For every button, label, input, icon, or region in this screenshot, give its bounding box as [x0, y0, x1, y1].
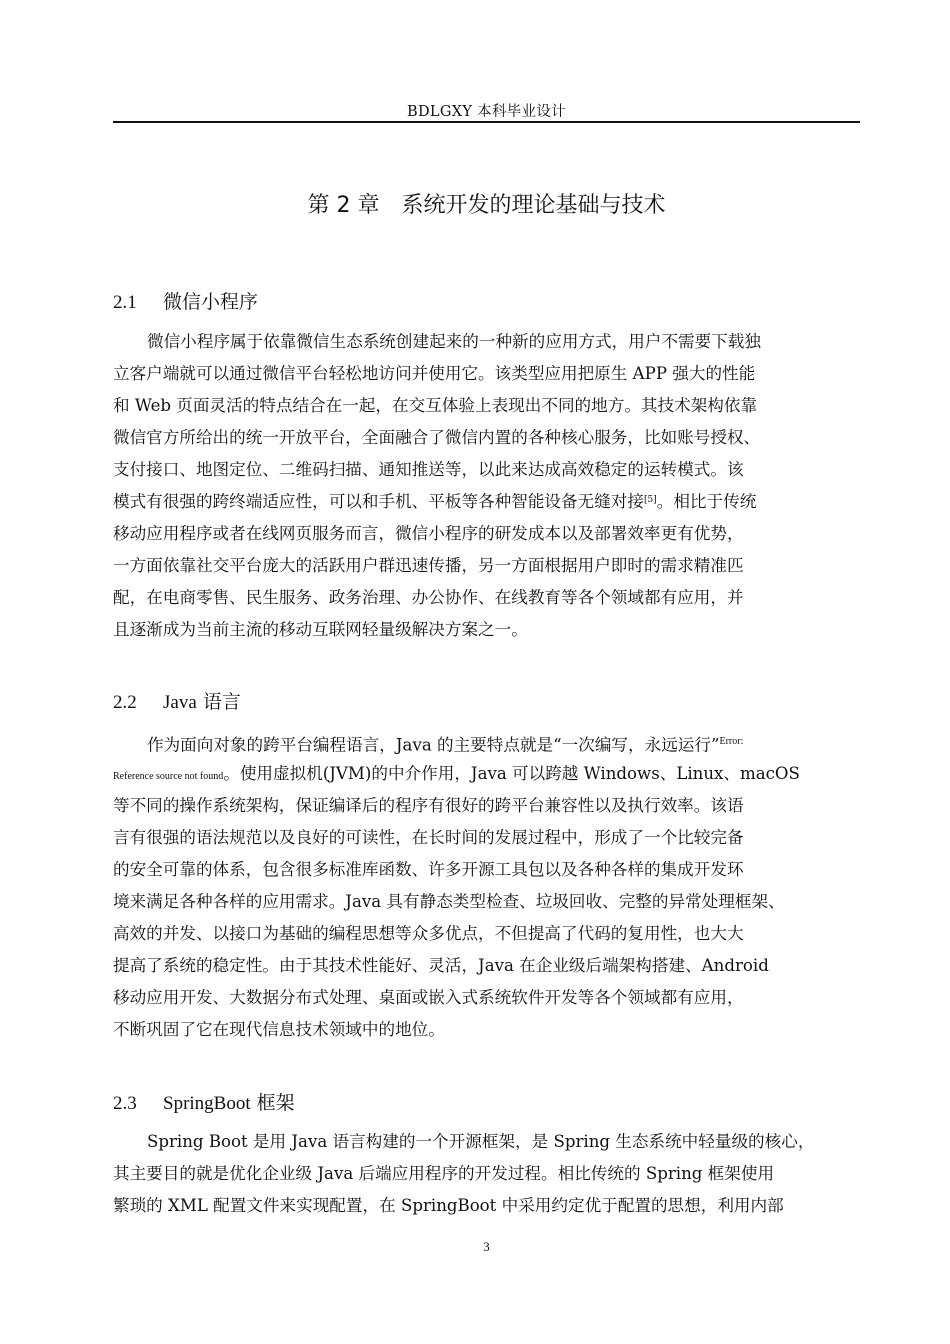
text-line: 境来满足各种各样的应用需求。Java 具有静态类型检查、垃圾回收、完整的异常处理框架、: [113, 892, 785, 911]
section-name: 微信小程序: [163, 291, 259, 313]
section-name-latin: SpringBoot: [163, 1093, 251, 1114]
text-line: 其主要目的就是优化企业级 Java 后端应用程序的开发过程。相比传统的 Spring 框架使用: [113, 1164, 775, 1183]
section-name: 框架: [256, 1092, 295, 1114]
section-number: 2.1: [113, 292, 137, 313]
section-heading-2-2: [113, 687, 241, 714]
paragraph-wechat-miniprogram: [113, 326, 863, 646]
text-line: 移动应用程序或者在线网页服务而言，微信小程序的研发成本以及部署效率更有优势，: [113, 524, 744, 543]
text-line: 且逐渐成为当前主流的移动互联网轻量级解决方案之一。: [113, 620, 528, 639]
text-line: [113, 486, 863, 518]
text-line: 等不同的操作系统架构，保证编译后的程序有很好的跨平台兼容性以及执行效率。该语: [113, 796, 744, 815]
text-segment: 。使用虚拟机(JVM)的中介作用，Java 可以跨越 Windows、Linux、macOS: [223, 764, 800, 783]
section-heading-2-1: [113, 287, 258, 314]
error-reference-a: Error:: [719, 736, 744, 747]
text-line: 微信小程序属于依靠微信生态系统创建起来的一种新的应用方式，用户不需要下载独: [147, 332, 761, 351]
chapter-name: 系统开发的理论基础与技术: [401, 193, 666, 218]
text-line: 繁琐的 XML 配置文件来实现配置，在 SpringBoot 中采用约定优于配置的思想，利用内部: [113, 1196, 784, 1215]
running-header: BDLGXY 本科毕业设计: [407, 104, 566, 120]
paragraph-java: [113, 726, 863, 1046]
text-line: 提高了系统的稳定性。由于其技术性能好、灵活，Java 在企业级后端架构搭建、Android: [113, 956, 769, 975]
citation-ref: [5]: [644, 495, 657, 505]
text-line: [113, 726, 863, 758]
section-number: 2.3: [113, 1093, 137, 1114]
chapter-title: [113, 188, 860, 219]
paragraph-springboot: [113, 1126, 863, 1222]
text-line: 和 Web 页面灵活的特点结合在一起，在交互体验上表现出不同的地方。其技术架构依靠: [113, 396, 758, 415]
page-number: 3: [483, 1239, 490, 1254]
section-heading-2-3: [113, 1088, 295, 1115]
text-line: 支付接口、地图定位、二维码扫描、通知推送等，以此来达成高效稳定的运转模式。该: [113, 460, 744, 479]
text-line: 言有很强的语法规范以及良好的可读性，在长时间的发展过程中，形成了一个比较完备: [113, 828, 744, 847]
section-number: 2.2: [113, 692, 137, 713]
text-line: 的安全可靠的体系，包含很多标准库函数、许多开源工具包以及各种各样的集成开发环: [113, 860, 744, 879]
text-line: 立客户端就可以通过微信平台轻松地访问并使用它。该类型应用把原生 APP 强大的性能: [113, 364, 756, 383]
text-line: 微信官方所给出的统一开放平台，全面融合了微信内置的各种核心服务，比如账号授权、: [113, 428, 761, 447]
text-line: 一方面依靠社交平台庞大的活跃用户群迅速传播，另一方面根据用户即时的需求精准匹: [113, 556, 744, 575]
section-name-latin: Java: [163, 692, 197, 713]
text-line: 移动应用开发、大数据分布式处理、桌面或嵌入式系统软件开发等各个领域都有应用，: [113, 988, 744, 1007]
text-segment: 。相比于传统: [656, 492, 757, 511]
header-rule: [113, 121, 860, 123]
text-segment: 模式有很强的跨终端适应性，可以和手机、平板等各种智能设备无缝对接: [113, 492, 644, 511]
text-line: [113, 758, 863, 790]
section-name: 语言: [202, 691, 241, 713]
error-reference-b: Reference source not found: [113, 771, 224, 782]
text-line: 配，在电商零售、民生服务、政务治理、办公协作、在线教育等各个领域都有应用，并: [113, 588, 744, 607]
chapter-number: 第 2 章: [307, 193, 380, 218]
text-segment: 作为面向对象的跨平台编程语言，Java 的主要特点就是“一次编写，永远运行”: [147, 735, 720, 755]
text-line: 高效的并发、以接口为基础的编程思想等众多优点，不但提高了代码的复用性，也大大: [113, 924, 744, 943]
text-line: Spring Boot 是用 Java 语言构建的一个开源框架，是 Spring 生态系统中轻量级的核心，: [147, 1132, 815, 1151]
text-line: 不断巩固了它在现代信息技术领域中的地位。: [113, 1020, 445, 1039]
